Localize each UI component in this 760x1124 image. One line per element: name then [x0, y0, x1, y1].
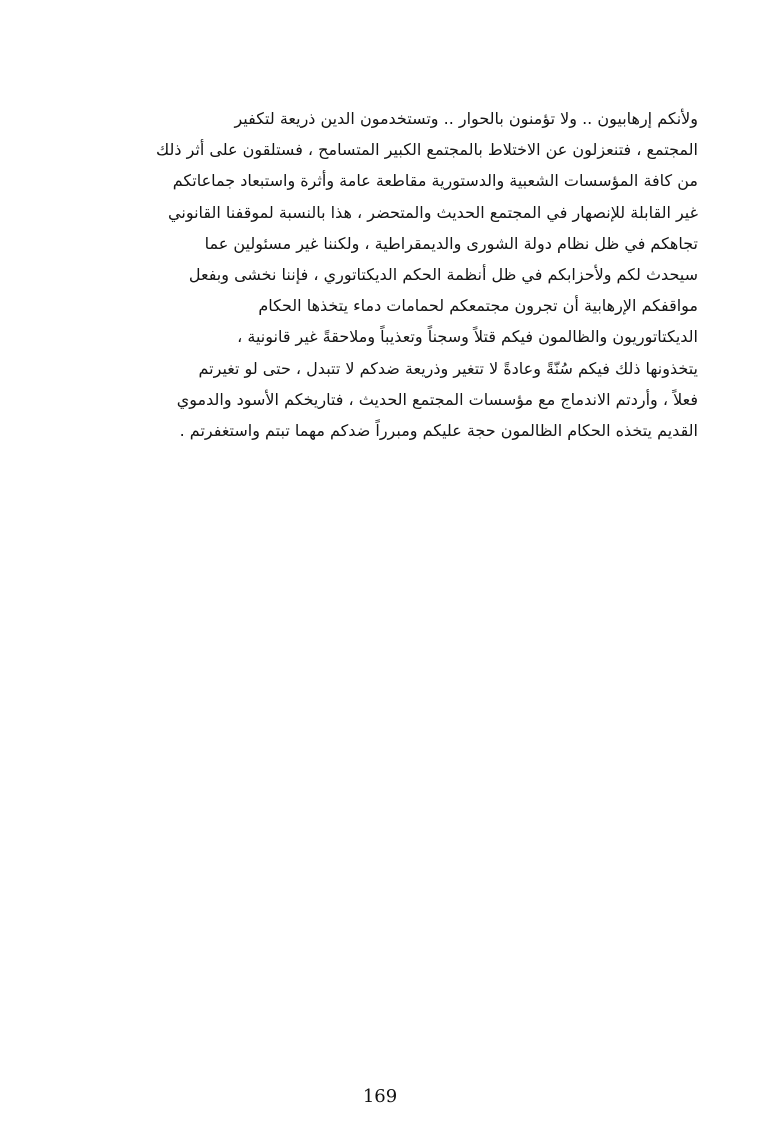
text-line-5: تجاهكم في ظل نظام دولة الشورى والديمقراطية ، ولكننا غير مسئولين عما [204, 233, 698, 253]
text-line-6: سيحدث لكم ولأحزابكم في ظل أنظمة الحكم الديكتاتوري ، فإننا نخشى وبفعل [188, 264, 698, 284]
text-line-11: القديم يتخذه الحكام الظالمون حجة عليكم ومبرراً ضدكم مهما تبتم واستغفرتم . [179, 420, 698, 440]
text-line-9: يتخذونها ذلك فيكم سُنّةً وعادةً لا تتغير وذريعة ضدكم لا تتبدل ، حتى لو تغيرتم [198, 358, 698, 378]
page-body-text [78, 103, 698, 446]
text-line-8: الديكتاتوريون والظالمون فيكم قتلاً وسجناً وتعذيباً وملاحقةً غير قانونية ، [237, 327, 698, 347]
page-number: 169 [362, 1086, 398, 1107]
text-line-2: المجتمع ، فتنعزلون عن الاختلاط بالمجتمع الكبير المتسامح ، فستلقون على أثر ذلك [156, 140, 698, 160]
text-line-4: غير القابلة للإنصهار في المجتمع الحديث والمتحضر ، هذا بالنسبة لموقفنا القانوني [168, 202, 698, 222]
text-line-10: فعلاً ، وأردتم الاندماج مع مؤسسات المجتمع الحديث ، فتاريخكم الأسود والدموي [176, 389, 698, 409]
text-line-1: ولأنكم إرهابيون .. ولا تؤمنون بالحوار .. وتستخدمون الدين ذريعة لتكفير [234, 109, 698, 128]
text-line-7: مواقفكم الإرهابية أن تجرون مجتمعكم لحمامات دماء يتخذها الحكام [258, 296, 698, 316]
text-line-3: من كافة المؤسسات الشعبية والدستورية مقاطعة عامة وأثرة واستبعاد جماعاتكم [172, 171, 698, 191]
